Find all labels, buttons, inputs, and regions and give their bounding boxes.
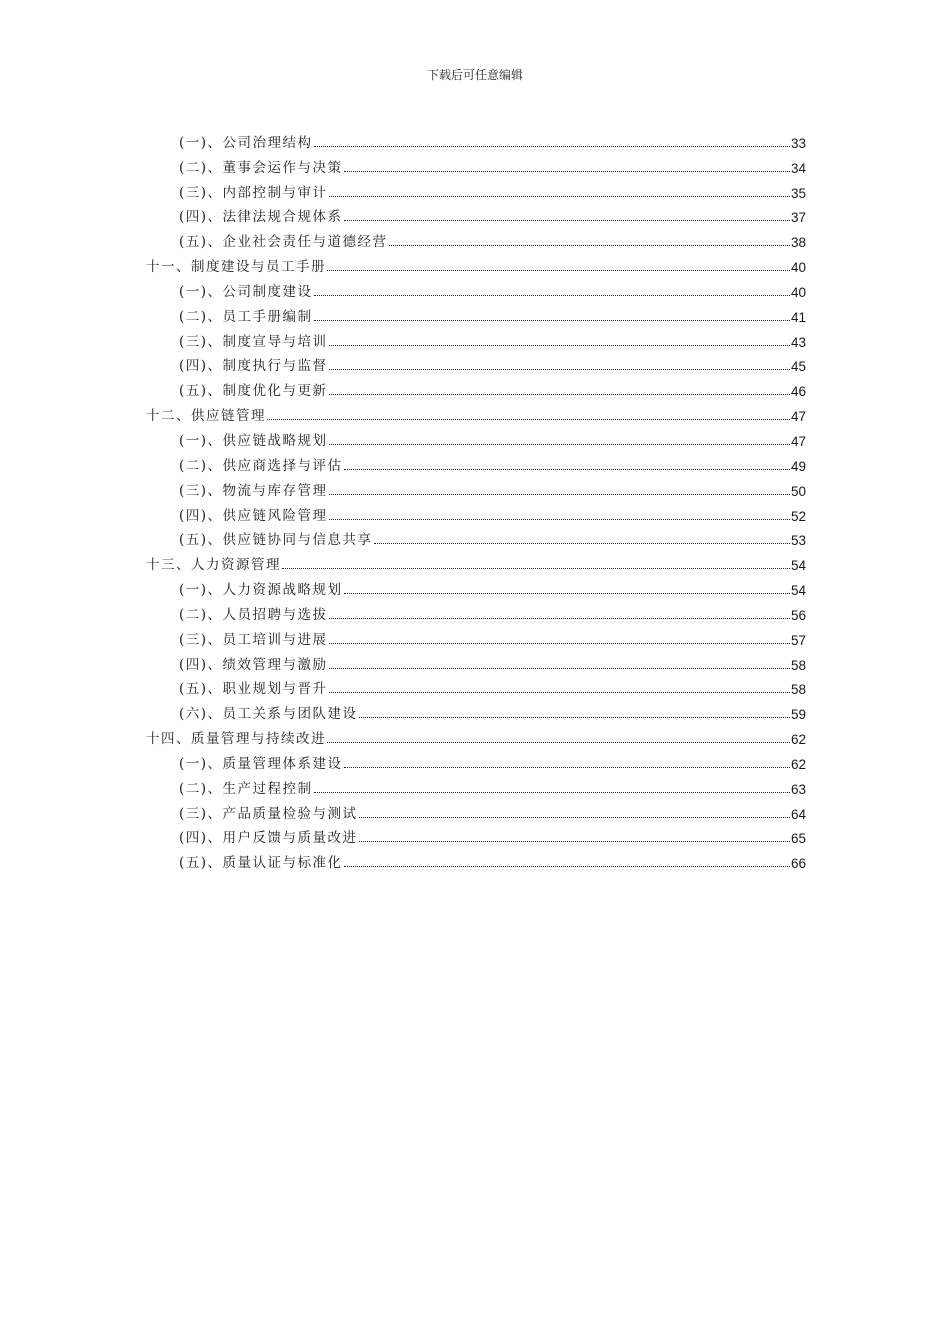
toc-section-entry[interactable] bbox=[146, 573, 806, 598]
toc-entry-label: (三)、物流与库存管理 bbox=[179, 482, 328, 499]
toc-entry-label: 十二、供应链管理 bbox=[146, 408, 266, 425]
toc-page-number: 34 bbox=[790, 160, 806, 176]
toc-section-entry[interactable] bbox=[146, 822, 806, 847]
toc-entry-label: (三)、员工培训与进展 bbox=[179, 631, 328, 648]
toc-page-number: 52 bbox=[790, 508, 806, 524]
toc-page-number: 47 bbox=[790, 433, 806, 449]
toc-entry-label: (一)、公司制度建设 bbox=[179, 283, 313, 300]
toc-entry-label: (一)、人力资源战略规划 bbox=[179, 582, 343, 599]
toc-section-entry[interactable] bbox=[146, 225, 806, 250]
toc-chapter-entry[interactable] bbox=[146, 722, 806, 747]
toc-page-number: 50 bbox=[790, 483, 806, 499]
toc-dot-leader bbox=[359, 717, 790, 718]
toc-page-number: 40 bbox=[790, 260, 806, 276]
toc-page-number: 41 bbox=[790, 309, 806, 325]
toc-section-entry[interactable] bbox=[146, 300, 806, 325]
toc-section-entry[interactable] bbox=[146, 126, 806, 151]
toc-chapter-entry[interactable] bbox=[146, 548, 806, 573]
toc-section-entry[interactable] bbox=[146, 797, 806, 822]
toc-page-number: 58 bbox=[790, 682, 806, 698]
toc-entry-label: 十三、人力资源管理 bbox=[146, 557, 281, 574]
toc-dot-leader bbox=[344, 469, 790, 470]
toc-page-number: 37 bbox=[790, 210, 806, 226]
toc-dot-leader bbox=[344, 767, 790, 768]
toc-entry-label: (四)、供应链风险管理 bbox=[179, 507, 328, 524]
toc-section-entry[interactable] bbox=[146, 325, 806, 350]
toc-section-entry[interactable] bbox=[146, 350, 806, 375]
toc-page-number: 45 bbox=[790, 359, 806, 375]
toc-entry-label: (五)、供应链协同与信息共享 bbox=[179, 532, 373, 549]
toc-section-entry[interactable] bbox=[146, 673, 806, 698]
toc-section-entry[interactable] bbox=[146, 499, 806, 524]
toc-page-number: 38 bbox=[790, 235, 806, 251]
toc-entry-label: (六)、员工关系与团队建设 bbox=[179, 706, 358, 723]
toc-section-entry[interactable] bbox=[146, 747, 806, 772]
toc-section-entry[interactable] bbox=[146, 275, 806, 300]
toc-page-number: 53 bbox=[790, 533, 806, 549]
toc-page-number: 47 bbox=[790, 409, 806, 425]
toc-dot-leader bbox=[374, 543, 790, 544]
toc-entry-label: (四)、用户反馈与质量改进 bbox=[179, 830, 358, 847]
toc-section-entry[interactable] bbox=[146, 623, 806, 648]
toc-page-number: 57 bbox=[790, 632, 806, 648]
toc-section-entry[interactable] bbox=[146, 201, 806, 226]
toc-dot-leader bbox=[359, 841, 790, 842]
toc-dot-leader bbox=[329, 668, 790, 669]
toc-dot-leader bbox=[329, 345, 790, 346]
toc-entry-label: (三)、制度宣导与培训 bbox=[179, 333, 328, 350]
toc-entry-label: (二)、人员招聘与选拔 bbox=[179, 606, 328, 623]
toc-page-number: 65 bbox=[790, 831, 806, 847]
toc-dot-leader bbox=[314, 146, 790, 147]
toc-entry-label: (四)、绩效管理与激励 bbox=[179, 656, 328, 673]
toc-section-entry[interactable] bbox=[146, 374, 806, 399]
toc-entry-label: (二)、员工手册编制 bbox=[179, 308, 313, 325]
toc-page-number: 40 bbox=[790, 284, 806, 300]
toc-entry-label: (五)、质量认证与标准化 bbox=[179, 855, 343, 872]
toc-entry-label: (二)、生产过程控制 bbox=[179, 780, 313, 797]
toc-dot-leader bbox=[344, 866, 790, 867]
toc-page-number: 64 bbox=[790, 806, 806, 822]
toc-section-entry[interactable] bbox=[146, 424, 806, 449]
toc-dot-leader bbox=[267, 419, 790, 420]
toc-page-number: 49 bbox=[790, 458, 806, 474]
toc-entry-label: (三)、产品质量检验与测试 bbox=[179, 805, 358, 822]
toc-dot-leader bbox=[344, 220, 790, 221]
toc-dot-leader bbox=[389, 245, 790, 246]
toc-entry-label: 十一、制度建设与员工手册 bbox=[146, 259, 326, 276]
toc-page-number: 66 bbox=[790, 856, 806, 872]
toc-dot-leader bbox=[329, 643, 790, 644]
toc-dot-leader bbox=[329, 369, 790, 370]
toc-dot-leader bbox=[329, 196, 790, 197]
toc-section-entry[interactable] bbox=[146, 176, 806, 201]
toc-entry-label: (五)、制度优化与更新 bbox=[179, 383, 328, 400]
toc-section-entry[interactable] bbox=[146, 598, 806, 623]
toc-page-number: 43 bbox=[790, 334, 806, 350]
table-of-contents bbox=[146, 126, 806, 871]
toc-page-number: 62 bbox=[790, 732, 806, 748]
toc-entry-label: (二)、供应商选择与评估 bbox=[179, 457, 343, 474]
toc-page-number: 54 bbox=[790, 583, 806, 599]
toc-section-entry[interactable] bbox=[146, 772, 806, 797]
toc-page-number: 56 bbox=[790, 607, 806, 623]
toc-dot-leader bbox=[344, 171, 790, 172]
toc-chapter-entry[interactable] bbox=[146, 399, 806, 424]
toc-entry-label: (四)、法律法规合规体系 bbox=[179, 209, 343, 226]
toc-section-entry[interactable] bbox=[146, 151, 806, 176]
toc-section-entry[interactable] bbox=[146, 474, 806, 499]
toc-dot-leader bbox=[329, 519, 790, 520]
toc-dot-leader bbox=[314, 792, 790, 793]
toc-page-number: 33 bbox=[790, 135, 806, 151]
toc-page-number: 63 bbox=[790, 781, 806, 797]
toc-page-number: 59 bbox=[790, 707, 806, 723]
toc-page-number: 54 bbox=[790, 558, 806, 574]
toc-entry-label: (一)、供应链战略规划 bbox=[179, 432, 328, 449]
toc-entry-label: (五)、职业规划与晋升 bbox=[179, 681, 328, 698]
toc-dot-leader bbox=[329, 394, 790, 395]
page-header: 下载后可任意编辑 bbox=[426, 68, 523, 82]
toc-dot-leader bbox=[359, 817, 790, 818]
toc-page-number: 46 bbox=[790, 384, 806, 400]
toc-dot-leader bbox=[314, 295, 790, 296]
toc-dot-leader bbox=[329, 692, 790, 693]
toc-dot-leader bbox=[329, 494, 790, 495]
toc-entry-label: (一)、公司治理结构 bbox=[179, 134, 313, 151]
toc-chapter-entry[interactable] bbox=[146, 250, 806, 275]
toc-section-entry[interactable] bbox=[146, 697, 806, 722]
toc-entry-label: 十四、质量管理与持续改进 bbox=[146, 731, 326, 748]
toc-entry-label: (四)、制度执行与监督 bbox=[179, 358, 328, 375]
toc-section-entry[interactable] bbox=[146, 846, 806, 871]
toc-page-number: 35 bbox=[790, 185, 806, 201]
toc-section-entry[interactable] bbox=[146, 524, 806, 549]
toc-entry-label: (三)、内部控制与审计 bbox=[179, 184, 328, 201]
toc-entry-label: (五)、企业社会责任与道德经营 bbox=[179, 234, 388, 251]
toc-page-number: 62 bbox=[790, 756, 806, 772]
toc-dot-leader bbox=[327, 270, 790, 271]
toc-section-entry[interactable] bbox=[146, 648, 806, 673]
toc-dot-leader bbox=[344, 593, 790, 594]
toc-entry-label: (一)、质量管理体系建设 bbox=[179, 755, 343, 772]
toc-dot-leader bbox=[329, 444, 790, 445]
toc-entry-label: (二)、董事会运作与决策 bbox=[179, 159, 343, 176]
toc-page-number: 58 bbox=[790, 657, 806, 673]
toc-dot-leader bbox=[282, 568, 790, 569]
toc-dot-leader bbox=[329, 618, 790, 619]
toc-dot-leader bbox=[314, 320, 790, 321]
toc-section-entry[interactable] bbox=[146, 449, 806, 474]
toc-dot-leader bbox=[327, 742, 790, 743]
